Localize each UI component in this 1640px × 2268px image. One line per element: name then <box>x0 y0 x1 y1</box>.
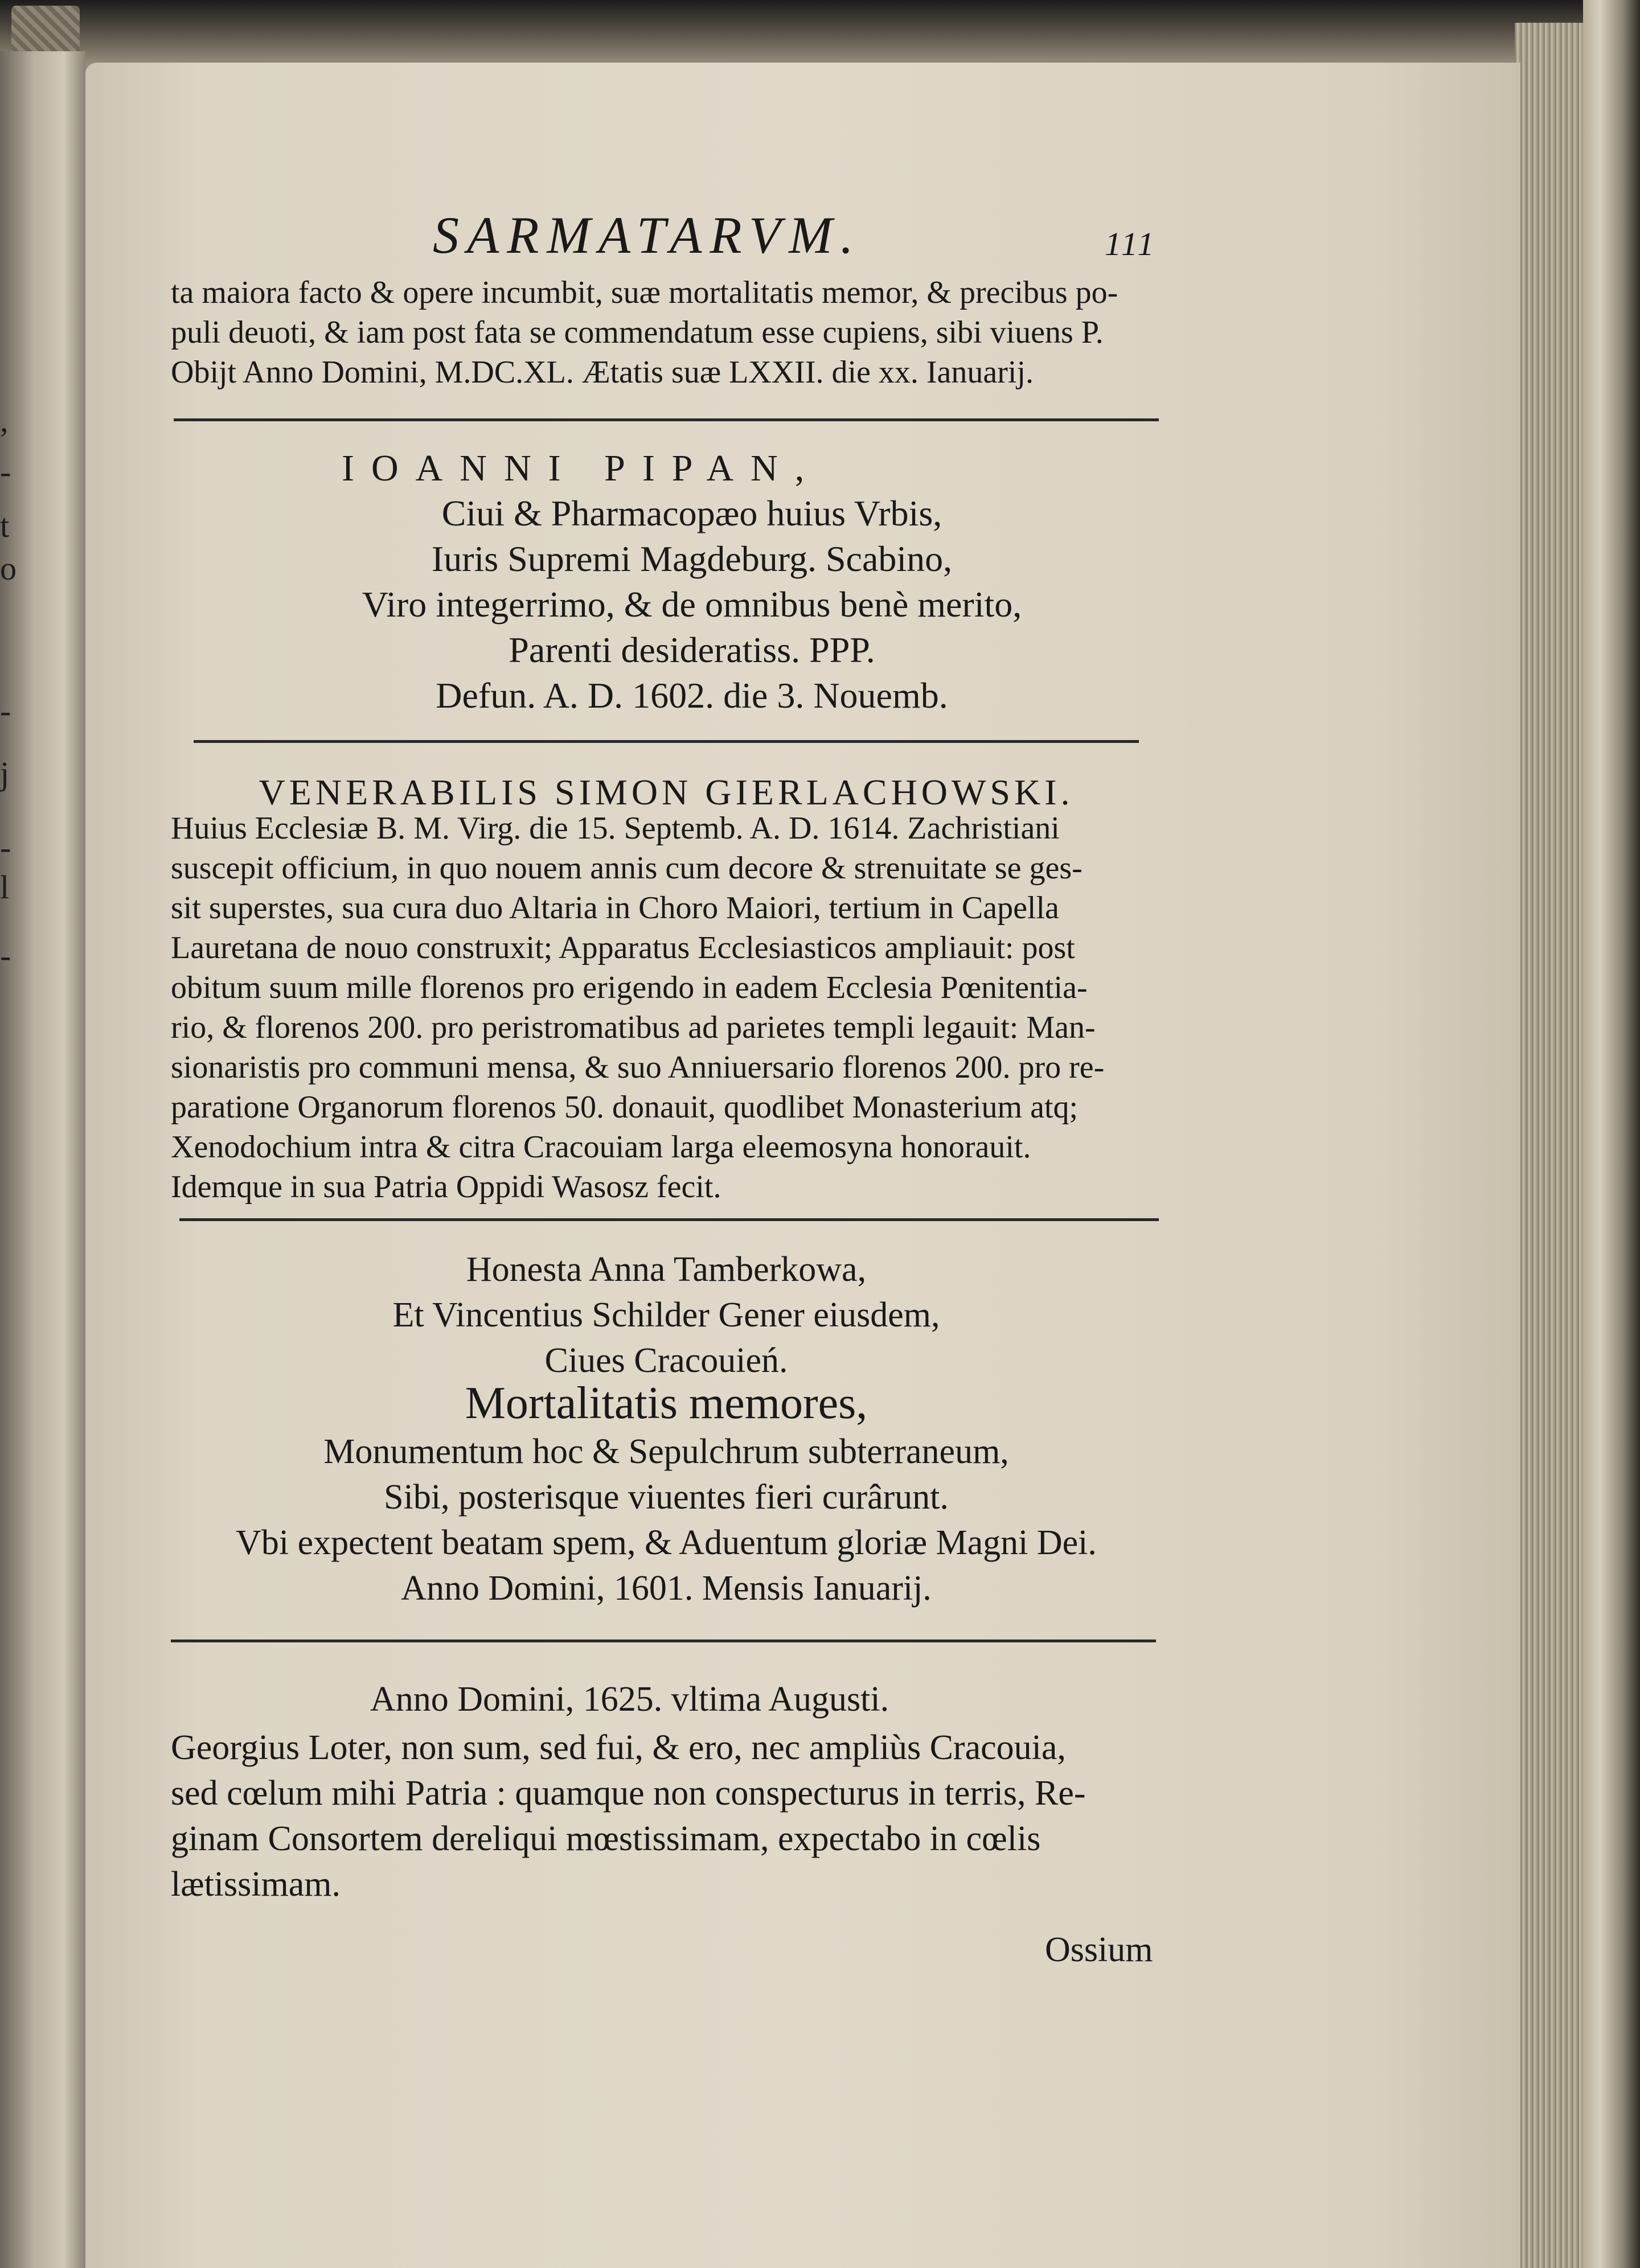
epitaph-gierlachowski-line: suscepit officium, in quo nouem annis cum decore & strenuitate se ges- <box>171 850 1083 886</box>
epitaph-gierlachowski-body <box>171 808 1162 1207</box>
epitaph-loter-line: Anno Domini, 1625. vltima Augusti. <box>370 1680 889 1719</box>
epitaph-tamberkowa-line: Anno Domini, 1601. Mensis Ianuarij. <box>401 1569 932 1608</box>
epitaph-loter-line: lætissimam. <box>171 1865 341 1904</box>
epitaph-pipan-line: Defun. A. D. 1602. die 3. Nouemb. <box>436 675 948 716</box>
epitaph-loter-line: sed cœlum mihi Patria : quamque non conspecturus in terris, Re- <box>171 1774 1086 1813</box>
book-cover-edge <box>1583 0 1640 2268</box>
epitaph-tamberkowa-line: Sibi, posterisque viuentes fieri curârunt. <box>384 1478 949 1517</box>
top-line: puli deuoti, & iam post fata se commendatum esse cupiens, sibi viuens P. <box>171 315 1104 350</box>
divider-rule <box>179 1218 1159 1221</box>
left-mark: o <box>0 550 17 587</box>
running-head: SARMATARVM. <box>433 206 862 264</box>
epitaph-tamberkowa-line: Vbi expectent beatam spem, & Aduentum gloriæ Magni Dei. <box>236 1523 1097 1562</box>
epitaph-gierlachowski-line: sionaristis pro communi mensa, & suo Anniuersario florenos 200. pro re- <box>171 1050 1105 1085</box>
epitaph-pipan-line: Viro integerrimo, & de omnibus benè merito, <box>362 584 1022 624</box>
epitaph-pipan-line: Parenti desideratiss. PPP. <box>509 630 875 670</box>
top-line: ta maiora facto & opere incumbit, suæ mortalitatis memor, & precibus po- <box>171 275 1118 310</box>
top-line: Obijt Anno Domini, M.DC.XL. Ætatis suæ LXXII. die xx. Ianuarij. <box>171 355 1034 390</box>
epitaph-gierlachowski-line: sit superstes, sua cura duo Altaria in Choro Maiori, tertium in Capella <box>171 890 1059 926</box>
epitaph-pipan-line: Iuris Supremi Magdeburg. Scabino, <box>431 539 953 579</box>
epitaph-tamberkowa-line: Et Vincentius Schilder Gener eiusdem, <box>392 1296 940 1334</box>
left-mark: - <box>0 453 11 490</box>
divider-rule <box>174 418 1159 421</box>
epitaph-gierlachowski-line: Lauretana de nouo construxit; Apparatus Ecclesiasticos ampliauit: post <box>171 930 1075 965</box>
left-mark: l <box>0 869 10 906</box>
epitaph-gierlachowski-line: paratione Organorum florenos 50. donauit, quodlibet Monasterium atq; <box>171 1090 1079 1125</box>
divider-rule <box>171 1640 1156 1642</box>
epitaph-tamberkowa-line: Ciues Cracouień. <box>544 1341 788 1380</box>
epitaph-pipan-line: Ciui & Pharmacopæo huius Vrbis, <box>441 493 942 533</box>
left-page-edge <box>0 51 85 2268</box>
left-mark: j <box>0 755 10 792</box>
epitaph-pipan-title: IOANNI PIPAN, <box>342 447 822 489</box>
left-mark: , <box>0 402 9 439</box>
left-mark: - <box>0 829 11 866</box>
epitaph-gierlachowski-line: Huius Ecclesiæ B. M. Virg. die 15. Septemb. A. D. 1614. Zachristiani <box>171 811 1060 846</box>
catchword: Ossium <box>1045 1930 1153 1969</box>
epitaph-loter-line: Georgius Loter, non sum, sed fui, & ero, nec ampliùs Cracouia, <box>171 1728 1066 1767</box>
epitaph-tamberkowa-line: Monumentum hoc & Sepulchrum subterraneum, <box>323 1432 1009 1471</box>
epitaph-loter-line: ginam Consortem dereliqui mœstissimam, expectabo in cœlis <box>171 1819 1041 1858</box>
page-number: 111 <box>1105 225 1157 262</box>
epitaph-tamberkowa-line: Honesta Anna Tamberkowa, <box>466 1250 867 1289</box>
epitaph-gierlachowski-line: Xenodochium intra & citra Cracouiam larga eleemosyna honorauit. <box>171 1129 1031 1165</box>
divider-rule <box>194 740 1139 743</box>
left-mark: - <box>0 692 11 729</box>
left-mark: t <box>0 507 10 544</box>
left-mark: - <box>0 937 11 974</box>
epitaph-gierlachowski-line: Idemque in sua Patria Oppidi Wasosz fecit. <box>171 1169 721 1205</box>
epitaph-gierlachowski-title: VENERABILIS SIMON GIERLACHOWSKI. <box>259 772 1074 812</box>
epitaph-tamberkowa-line: Mortalitatis memores, <box>465 1378 868 1428</box>
epitaph-gierlachowski-line: obitum suum mille florenos pro erigendo in eadem Ecclesia Pœnitentia- <box>171 970 1088 1005</box>
epitaph-gierlachowski-line: rio, & florenos 200. pro peristromatibus ad parietes templi legauit: Man- <box>171 1010 1096 1045</box>
